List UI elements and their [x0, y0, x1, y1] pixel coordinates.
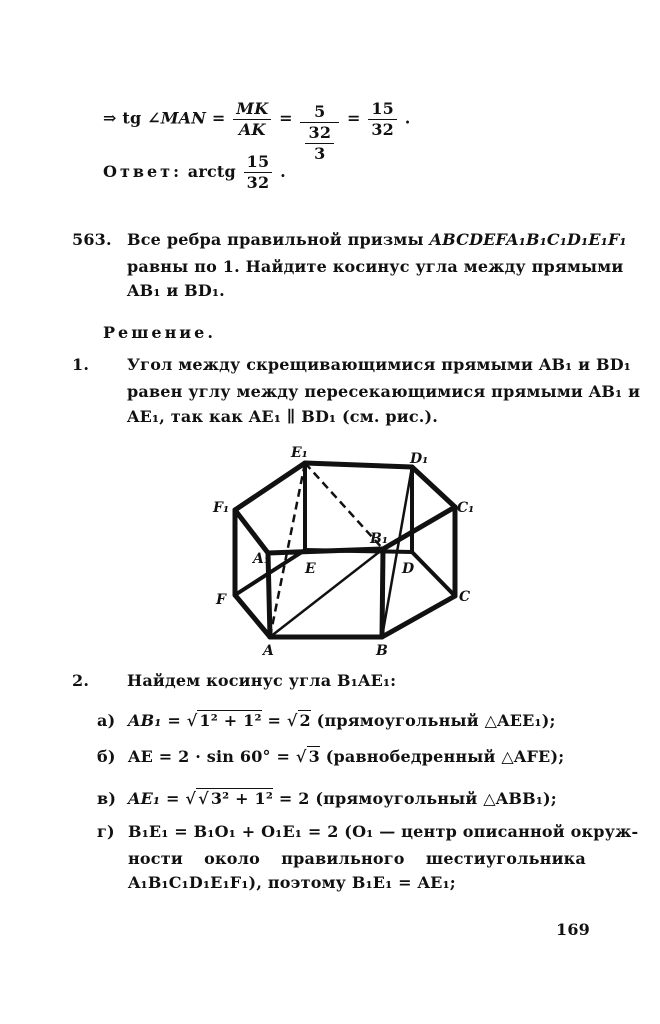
label-a: A — [263, 643, 274, 659]
label-d1: D₁ — [410, 451, 429, 467]
edge-b1-a1 — [268, 549, 383, 553]
item-g-line-2 — [128, 850, 586, 868]
fraction-5-over-32-3 — [300, 102, 339, 164]
label-b: B — [376, 643, 388, 659]
step-1-number: 1. — [72, 355, 90, 374]
word: правильного — [281, 849, 405, 868]
item-a-note: (прямоугольный △AEE₁); — [316, 711, 556, 730]
item-b-label: б) — [97, 747, 116, 766]
item-b-result: 3 — [308, 747, 320, 766]
fraction-numerator: 15 — [244, 152, 273, 173]
edge-f1-e1 — [235, 463, 305, 510]
step-2-number: 2. — [72, 671, 90, 690]
problem-text: Все ребра правильной призмы — [127, 230, 424, 249]
edge-b-b1 — [382, 549, 383, 637]
segment-a-b1 — [270, 549, 383, 637]
segment-b-d1 — [382, 467, 412, 637]
item-a-label: а) — [97, 711, 116, 730]
edge-e1-d1 — [305, 463, 412, 467]
label-d: D — [402, 561, 415, 577]
label-f: F — [216, 592, 226, 608]
answer-func: arctg — [187, 162, 236, 181]
edge-f-e — [235, 550, 305, 595]
item-v-line: AE₁ = √ √ 3² + 1² = 2 (прямоугольный △ABB₁); — [128, 789, 557, 808]
edge-c1-b1 — [383, 507, 455, 549]
edge-b-c — [382, 596, 455, 637]
period: . — [404, 108, 411, 128]
edge-e-d — [305, 550, 412, 552]
label-e: E — [305, 561, 316, 577]
label-a1: A₁ — [253, 551, 270, 567]
item-b-expr: AE = 2 · sin 60° = — [128, 747, 291, 766]
label-c: C — [459, 589, 471, 605]
fraction-denominator: 32 — [246, 173, 270, 192]
problem-line-3: AB₁ и BD₁. — [127, 281, 225, 300]
item-v-eq: = 2 — [278, 789, 310, 808]
implies-tg: ⇒ tg — [103, 108, 142, 128]
edge-a-a1 — [268, 553, 270, 637]
fraction-15-32 — [368, 99, 397, 140]
item-b-note: (равнобедренный △AFE); — [325, 747, 565, 766]
answer-label: Ответ: — [103, 162, 182, 181]
item-g-label: г) — [97, 822, 115, 841]
step-1-line-1: Угол между скрещивающимися прямыми AB₁ и BD₁ — [127, 355, 631, 374]
item-v-lhs: AE₁ = — [128, 789, 180, 808]
item-a-lhs: AB₁ = — [128, 711, 181, 730]
equals-sign: = — [279, 108, 293, 128]
answer-fraction — [244, 152, 273, 193]
nested-denominator: 3 — [314, 144, 326, 163]
fraction-denominator — [300, 123, 339, 164]
item-a-result: 2 — [299, 711, 311, 730]
segment-e1-b1 — [305, 463, 383, 549]
item-v-note: (прямоугольный △ABB₁); — [315, 789, 557, 808]
word: около — [204, 849, 260, 868]
equals-sign: = — [346, 108, 361, 128]
period: . — [280, 162, 286, 181]
angle-man: ∠MAN — [147, 108, 207, 128]
fraction-numerator: 15 — [368, 99, 397, 120]
word: шестиугольника — [425, 849, 586, 868]
page-number: 169 — [556, 920, 590, 939]
item-g-line-3: A₁B₁C₁D₁E₁F₁), поэтому B₁E₁ = AE₁; — [128, 873, 456, 892]
label-f1: F₁ — [213, 500, 230, 516]
word: ности — [128, 849, 183, 868]
equals-sign: = — [267, 711, 282, 730]
top-formula — [103, 88, 411, 163]
edge-d-c — [412, 552, 455, 596]
fraction-denominator: 32 — [371, 119, 394, 139]
fraction-denominator: AK — [238, 119, 266, 139]
fraction-mk-ak — [233, 99, 271, 140]
nested-fraction — [305, 123, 334, 164]
label-e1: E₁ — [291, 445, 308, 461]
item-v-inner: 3 — [210, 789, 223, 808]
step-2-line: Найдем косинус угла B₁AE₁: — [127, 671, 397, 690]
fraction-numerator: MK — [233, 99, 271, 120]
item-b-line: AE = 2 · sin 60° = √ 3 (равнобедренный △AFE); — [128, 747, 565, 766]
edge-f-a — [235, 595, 270, 637]
label-b1: B₁ — [370, 531, 388, 547]
problem-number: 563. — [72, 230, 112, 249]
label-c1: C₁ — [457, 500, 475, 516]
item-v-radicand: √ 3² + 1² — [198, 789, 274, 808]
item-v-rest: ² + 1² — [222, 789, 274, 808]
edge-a1-f1 — [235, 510, 268, 553]
segment-a-e1 — [270, 463, 305, 637]
nested-numerator: 32 — [305, 123, 334, 144]
equals-sign: = — [211, 108, 226, 128]
problem-line-1 — [127, 231, 627, 249]
item-a-radicand: 1² + 1² — [199, 711, 262, 730]
item-v-label: в) — [97, 789, 117, 808]
step-1-line-3: AE₁, так как AE₁ ∥ BD₁ (см. рис.). — [127, 407, 439, 426]
step-1-line-2: равен углу между пересекающимися прямыми AB₁ и — [127, 382, 641, 401]
item-g-line-1: B₁E₁ = B₁O₁ + O₁E₁ = 2 (O₁ — центр описанной окруж- — [128, 822, 639, 841]
fraction-numerator: 5 — [300, 102, 339, 123]
prism-name: ABCDEFA₁B₁C₁D₁E₁F₁ — [429, 230, 627, 249]
problem-line-2: равны по 1. Найдите косинус угла между прямыми — [127, 257, 624, 276]
edge-d1-c1 — [412, 467, 455, 507]
answer-line — [103, 152, 286, 193]
item-a-line: AB₁ = √ 1² + 1² = √ 2 (прямоугольный △AEE₁); — [128, 711, 556, 730]
solution-heading: Решение. — [103, 323, 216, 342]
